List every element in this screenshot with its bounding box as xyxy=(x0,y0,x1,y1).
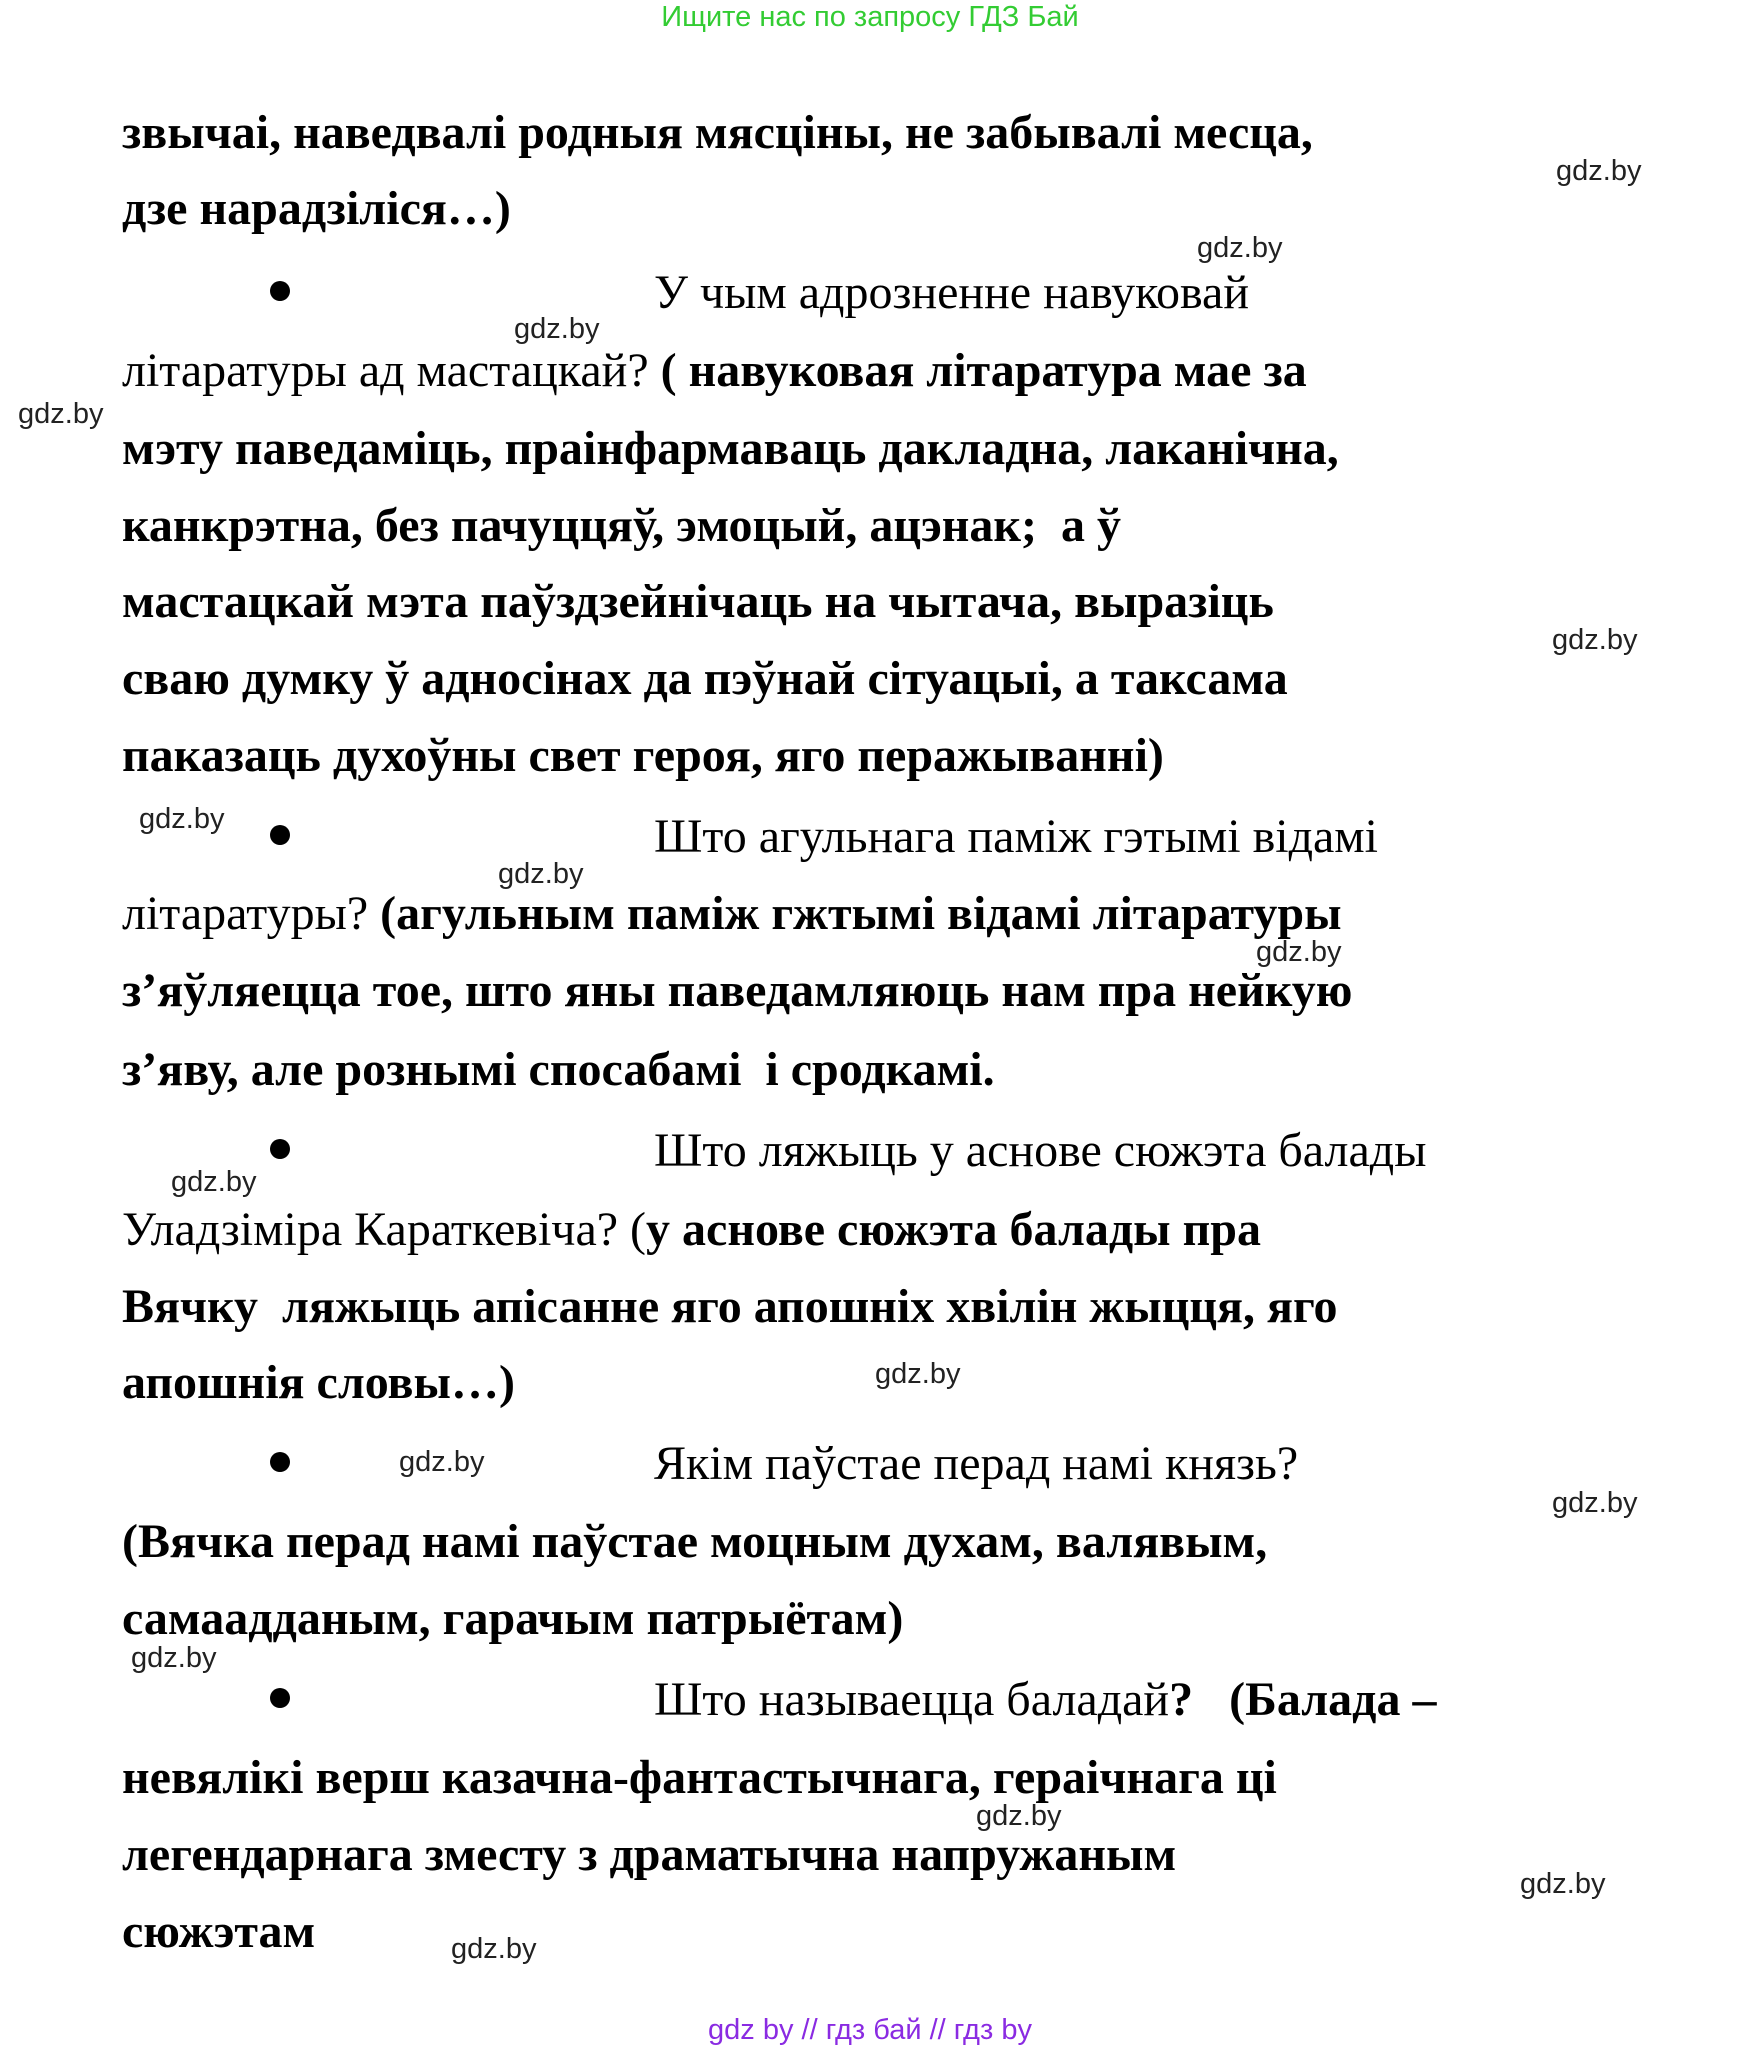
question-text: У чым адрозненне навуковай xyxy=(654,266,1250,319)
answer-text: сваю думку ў адносінах да пэўнай сітуацыі, а таксама xyxy=(122,652,1288,705)
question-line xyxy=(654,266,1250,319)
text-line xyxy=(122,1356,515,1409)
answer-text: з’яўляецца тое, што яны паведамляюць нам пра нейкую xyxy=(122,964,1353,1017)
watermark-text: gdz.by xyxy=(1556,155,1642,187)
text-line xyxy=(122,887,1342,940)
question-text: Што называецца баладай xyxy=(654,1673,1170,1726)
text-line xyxy=(122,729,1164,782)
answer-text: самаадданым, гарачым патрыётам) xyxy=(122,1592,904,1645)
text-line xyxy=(122,1043,995,1096)
bullet-icon xyxy=(270,825,290,845)
search-notice: Ищите нас по запросу ГДЗ Бай xyxy=(661,1,1079,33)
answer-text: мэту паведаміць, праінфармаваць дакладна, лаканічна, xyxy=(122,422,1339,475)
text-line xyxy=(122,1751,1277,1804)
text-line xyxy=(122,422,1339,475)
text-line xyxy=(122,1515,1268,1568)
question-text: літаратуры? xyxy=(122,887,381,940)
answer-text: у аснове сюжэта балады пра xyxy=(646,1203,1261,1256)
question-line xyxy=(654,1437,1299,1490)
answer-text: (Вячка перад намі паўстае моцным духам, валявым, xyxy=(122,1515,1268,1568)
watermark-text: gdz.by xyxy=(1256,936,1342,968)
watermark-text: gdz.by xyxy=(1552,624,1638,656)
watermark-text: gdz.by xyxy=(451,1933,537,1965)
answer-text: звычаі, наведвалі родныя мясціны, не забывалі месца, xyxy=(122,106,1313,159)
answer-text: ( навуковая літаратура мае за xyxy=(660,344,1307,397)
text-line xyxy=(122,575,1274,628)
answer-text: з’яву, але рознымі спосабамі і сродкамі. xyxy=(122,1043,995,1096)
watermark-text: gdz.by xyxy=(875,1358,961,1390)
text-line xyxy=(122,1203,1261,1256)
question-text: Што ляжыць у аснове сюжэта балады xyxy=(654,1124,1427,1177)
text-line xyxy=(122,1592,904,1645)
bullet-icon xyxy=(270,1452,290,1472)
question-text: Уладзіміра Караткевіча? ( xyxy=(122,1203,647,1256)
watermark-text: gdz.by xyxy=(1552,1487,1638,1519)
watermark-text: gdz.by xyxy=(514,313,600,345)
text-line xyxy=(122,344,1307,397)
watermark-text: gdz.by xyxy=(399,1446,485,1478)
text-line xyxy=(122,106,1313,159)
footer-links[interactable]: gdz by // гдз бай // гдз by xyxy=(708,2014,1032,2046)
text-line xyxy=(122,1905,316,1958)
text-line xyxy=(122,1280,1338,1333)
bullet-icon xyxy=(270,1139,290,1159)
question-text: Што агульнага паміж гэтымі відамі xyxy=(654,810,1379,863)
answer-text: апошнія словы…) xyxy=(122,1356,515,1409)
bullet-icon xyxy=(270,1688,290,1708)
answer-text: паказаць духоўны свет героя, яго перажыванні) xyxy=(122,729,1164,782)
answer-text: (агульным паміж гжтымі відамі літаратуры xyxy=(380,887,1342,940)
answer-text: дзе нарадзіліся…) xyxy=(122,182,511,235)
watermark-text: gdz.by xyxy=(498,858,584,890)
text-line xyxy=(122,499,1122,552)
answer-text: легендарнага зместу з драматычна напружаным xyxy=(122,1828,1177,1881)
watermark-text: gdz.by xyxy=(18,398,104,430)
text-line xyxy=(122,1828,1177,1881)
question-text: літаратуры ад мастацкай? xyxy=(122,344,661,397)
watermark-text: gdz.by xyxy=(1520,1868,1606,1900)
question-line xyxy=(654,1124,1427,1177)
answer-text: невялікі верш казачна-фантастычнага, гераічнага ці xyxy=(122,1751,1277,1804)
bullet-icon xyxy=(270,281,290,301)
watermark-text: gdz.by xyxy=(131,1642,217,1674)
question-line xyxy=(654,1673,1437,1726)
answer-text: канкрэтна, без пачуццяў, эмоцый, ацэнак; а ў xyxy=(122,499,1122,552)
answer-text: сюжэтам xyxy=(122,1905,316,1958)
watermark-text: gdz.by xyxy=(1197,232,1283,264)
text-line xyxy=(122,652,1288,705)
watermark-text: gdz.by xyxy=(976,1800,1062,1832)
question-line xyxy=(654,810,1379,863)
watermark-text: gdz.by xyxy=(139,803,225,835)
answer-text: Вячку ляжыць апісанне яго апошніх хвілін жыцця, яго xyxy=(122,1280,1338,1333)
text-line xyxy=(122,182,511,235)
text-line xyxy=(122,964,1353,1017)
answer-text: ? (Балада – xyxy=(1169,1673,1437,1726)
question-text: Якім паўстае перад намі князь? xyxy=(654,1437,1299,1490)
answer-text: мастацкай мэта паўздзейнічаць на чытача, выразіць xyxy=(122,575,1274,628)
watermark-text: gdz.by xyxy=(171,1166,257,1198)
